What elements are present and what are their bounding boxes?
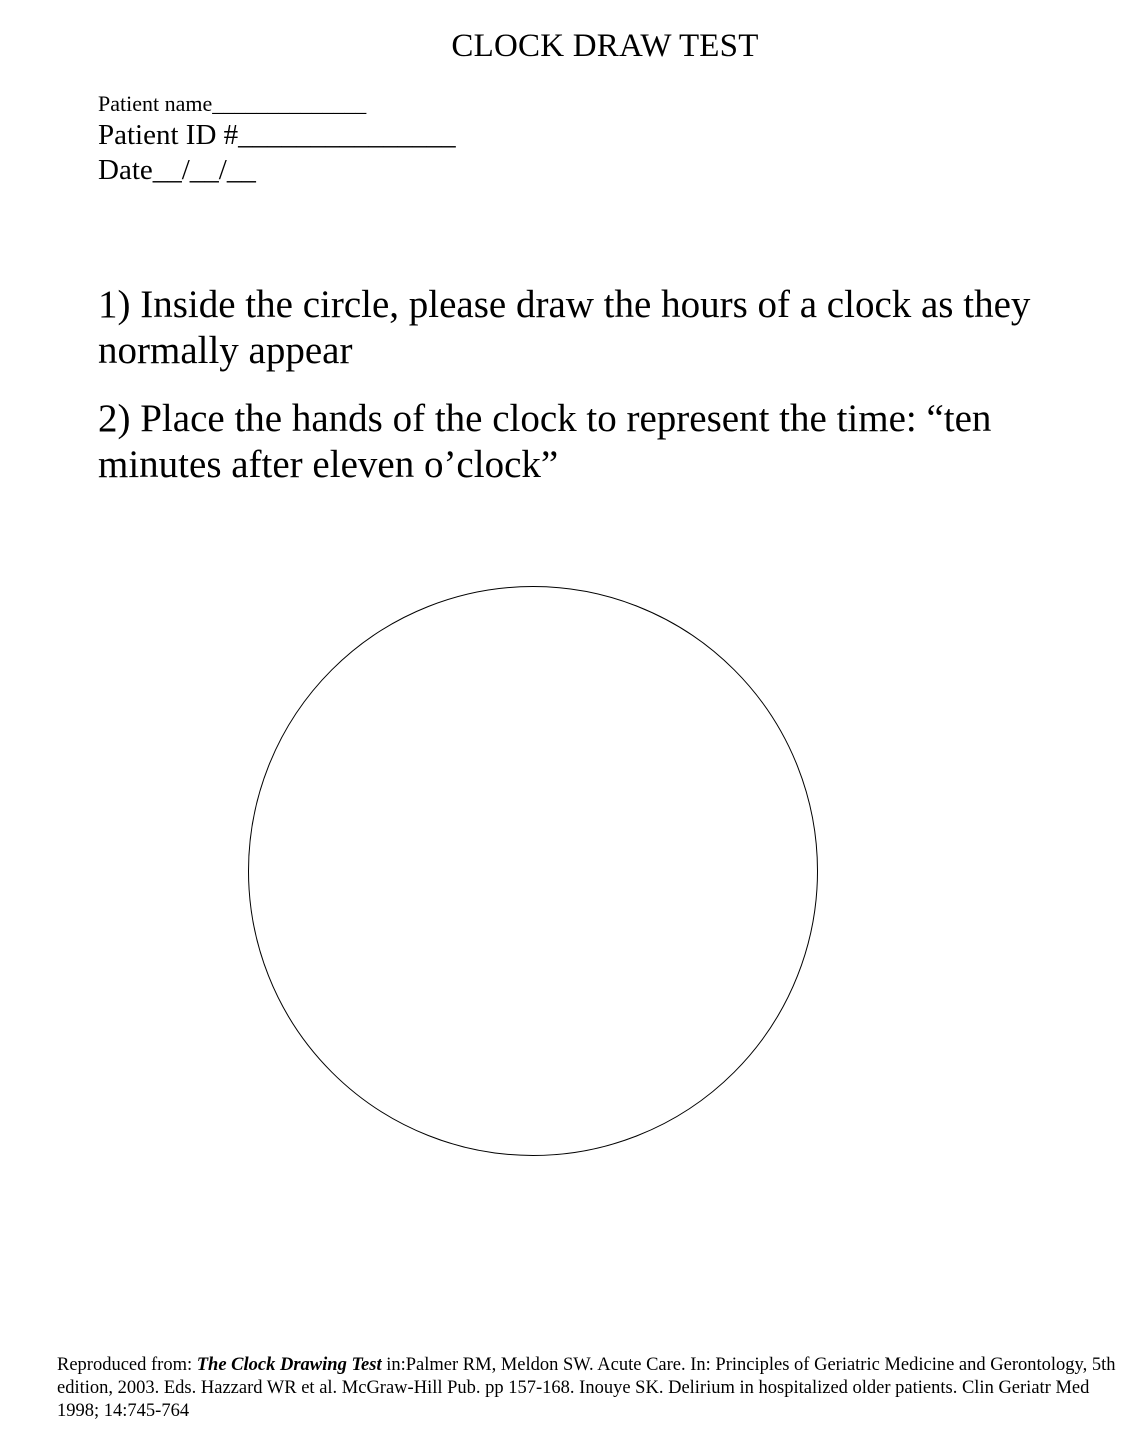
clock-drawing-circle[interactable] [248, 586, 818, 1156]
instruction-step-2: 2) Place the hands of the clock to represent the time: “ten minutes after eleven o’clock” [98, 397, 992, 486]
patient-info-fields [98, 90, 456, 188]
citation-text: in:Palmer RM, Meldon SW. Acute Care. In: Principles of Geriatric Medicine and Gerontology, 5th edition, 2003. Eds. Hazzard WR et al. McGraw-Hill Pub. pp 157-168. Inouye SK. Delirium in hospitalized older patients. Clin Geriatr Med 1998; 14:745-764 [57, 1355, 1116, 1421]
citation-book-title: The Clock Drawing Test [196, 1355, 382, 1375]
patient-id-field[interactable]: Patient ID #_______________ [98, 119, 456, 151]
citation [57, 1354, 1117, 1423]
page-title: CLOCK DRAW TEST [451, 28, 759, 64]
patient-name-field[interactable]: Patient name______________ [98, 91, 367, 116]
instruction-step-1: 1) Inside the circle, please draw the hours of a clock as they normally appear [98, 283, 1031, 372]
date-field[interactable]: Date__/__/__ [98, 154, 256, 186]
citation-prefix: Reproduced from: [57, 1355, 197, 1375]
instructions [98, 282, 1058, 510]
